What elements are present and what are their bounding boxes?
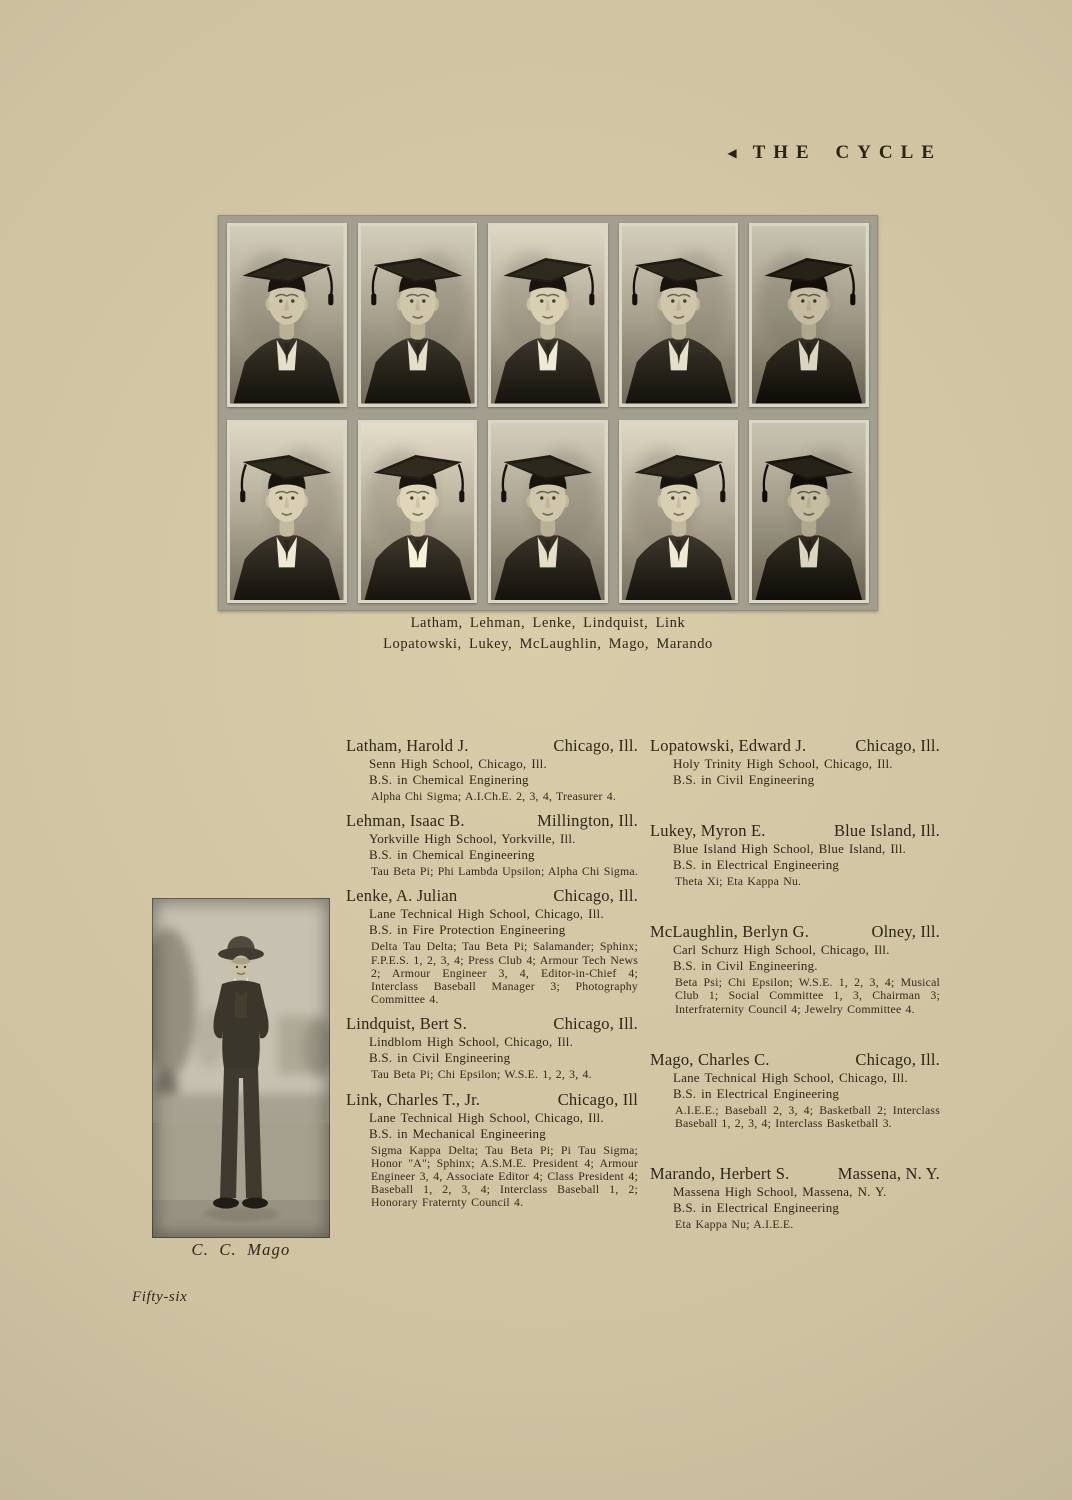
graduate-name: Marando, Herbert S. xyxy=(650,1164,790,1184)
graduate-city: Chicago, Ill. xyxy=(855,1049,940,1069)
entry-heading xyxy=(346,886,638,905)
standing-portrait-caption: C. C. Mago xyxy=(191,1240,291,1259)
page-title: THE CYCLE xyxy=(752,142,942,163)
graduate-name: Link, Charles T., Jr. xyxy=(346,1089,481,1109)
portrait-photo xyxy=(358,420,478,604)
graduate-degree: B.S. in Civil Engineering xyxy=(673,772,815,787)
bio-entry xyxy=(650,1050,940,1130)
graduate-school: Senn High School, Chicago, Ill. xyxy=(369,756,547,771)
graduate-city: Chicago, Ill. xyxy=(553,736,638,755)
graduate-school: Yorkville High School, Yorkville, Ill. xyxy=(369,831,576,847)
graduate-degree: B.S. in Mechanical Engineering xyxy=(369,1125,546,1141)
graduate-portrait-image xyxy=(752,226,866,404)
graduate-activities: Tau Beta Pi; Phi Lambda Upsilon; Alpha Chi Sigma. xyxy=(371,864,638,879)
graduate-name: Latham, Harold J. xyxy=(346,736,469,755)
portrait-photo xyxy=(488,420,608,604)
graduate-portrait-image xyxy=(361,226,475,404)
entry-heading xyxy=(650,922,940,941)
caption-line-2: Lopatowski, Lukey, McLaughlin, Mago, Marando xyxy=(383,636,713,652)
page-header xyxy=(727,142,942,164)
portrait-photo xyxy=(358,223,478,407)
page-number: Fifty-six xyxy=(132,1289,188,1305)
portrait-photo xyxy=(749,420,869,604)
bio-column-right xyxy=(650,736,940,1265)
portrait-photo xyxy=(488,223,608,407)
graduate-name: Lindquist, Bert S. xyxy=(346,1014,467,1034)
portrait-photo xyxy=(227,223,347,407)
graduate-portrait-image xyxy=(752,423,866,601)
entry-heading xyxy=(650,1164,940,1183)
bio-entry xyxy=(346,886,638,1006)
graduate-degree: B.S. in Fire Protection Engineering xyxy=(369,922,566,938)
entry-heading xyxy=(650,736,940,755)
graduate-activities: Alpha Chi Sigma; A.I.Ch.E. 2, 3, 4, Treasurer 4. xyxy=(371,789,617,803)
graduate-degree: B.S. in Chemical Enginering xyxy=(369,772,529,787)
graduate-degree: B.S. in Civil Engineering. xyxy=(673,958,818,974)
graduate-city: Chicago, Ill. xyxy=(553,1014,638,1034)
portrait-photo xyxy=(749,223,869,407)
graduate-name: Lenke, A. Julian xyxy=(346,886,458,906)
graduate-activities: A.I.E.E.; Baseball 2, 3, 4; Basketball 2; Interclass Baseball 1, 2, 3, 4; Interclass Basketball 3. xyxy=(675,1102,940,1131)
graduate-portrait-image xyxy=(230,423,344,601)
graduate-portrait-image xyxy=(491,226,605,404)
bio-entry xyxy=(346,736,638,803)
graduate-activities: Eta Kappa Nu; A.I.E.E. xyxy=(675,1217,794,1232)
portrait-photo xyxy=(619,420,739,604)
graduate-name: Lukey, Myron E. xyxy=(650,821,766,840)
graduate-school: Blue Island High School, Blue Island, Ill. xyxy=(673,841,906,856)
graduate-degree: B.S. in Chemical Engineering xyxy=(369,847,535,863)
bio-entry xyxy=(650,736,940,787)
graduate-name: McLaughlin, Berlyn G. xyxy=(650,922,810,942)
graduate-portrait-image xyxy=(230,226,344,404)
graduate-portrait-image xyxy=(491,423,605,601)
graduate-portrait-image xyxy=(622,226,736,404)
graduate-city: Blue Island, Ill. xyxy=(833,821,940,840)
graduate-degree: B.S. in Civil Engineering xyxy=(369,1050,511,1066)
graduate-city: Massena, N. Y. xyxy=(837,1164,940,1184)
photo-grid-caption xyxy=(218,613,878,655)
standing-portrait-photo xyxy=(152,898,330,1238)
entry-heading xyxy=(650,821,940,840)
graduate-city: Chicago, Ill. xyxy=(553,886,638,906)
entry-heading xyxy=(650,1050,940,1069)
bio-entry xyxy=(346,811,638,878)
entry-heading xyxy=(346,1014,638,1033)
bio-entry xyxy=(650,1164,940,1231)
graduate-school: Lindblom High School, Chicago, Ill. xyxy=(369,1034,574,1050)
graduate-school: Lane Technical High School, Chicago, Ill. xyxy=(369,1109,604,1125)
graduate-city: Chicago, Ill. xyxy=(855,736,940,755)
graduate-city: Olney, Ill. xyxy=(871,922,940,942)
bio-column-left xyxy=(346,736,638,1218)
graduate-name: Mago, Charles C. xyxy=(650,1049,770,1069)
graduate-school: Carl Schurz High School, Chicago, Ill. xyxy=(673,942,890,958)
graduate-activities: Delta Tau Delta; Tau Beta Pi; Salamander; Sphinx; F.P.E.S. 1, 2, 3, 4; Press Club 4; Armour Tech News 2; Armour Engineer 3, 4, Editor-in-Chief 4; Interclass Baseball Manager 3; Photography Committee 4. xyxy=(371,939,638,1007)
graduate-school: Massena High School, Massena, N. Y. xyxy=(673,1184,887,1200)
entry-heading xyxy=(346,736,638,755)
graduate-activities: Sigma Kappa Delta; Tau Beta Pi; Pi Tau Sigma; Honor "A"; Sphinx; A.S.M.E. President 4; Armour Engineer 3, 4, Associate Editor 4; Class President 4; Baseball 1, 2, 3, 4; Interclass Baseball 1, 2; Honorary Fraternty Council 4. xyxy=(371,1142,638,1210)
portrait-photo xyxy=(227,420,347,604)
caption-line-1: Latham, Lehman, Lenke, Lindquist, Link xyxy=(410,615,686,631)
bio-entry xyxy=(650,821,940,888)
left-arrow-icon: ◀ xyxy=(727,146,737,160)
graduate-portrait-image xyxy=(361,423,475,601)
graduate-portrait-image xyxy=(622,423,736,601)
graduate-photo-grid xyxy=(218,215,878,611)
bio-entry xyxy=(650,922,940,1016)
portrait-photo xyxy=(619,223,739,407)
graduate-city: Millington, Ill. xyxy=(537,811,638,831)
graduate-name: Lehman, Isaac B. xyxy=(346,811,465,831)
graduate-school: Lane Technical High School, Chicago, Ill. xyxy=(673,1069,908,1085)
graduate-city: Chicago, Ill xyxy=(557,1089,638,1109)
graduate-activities: Beta Psi; Chi Epsilon; W.S.E. 1, 2, 3, 4; Musical Club 1; Social Committee 1, 3, Chairman 3; Interfraternity Council 4; Jewelry Committee 4. xyxy=(675,975,940,1016)
graduate-activities: Theta Xi; Eta Kappa Nu. xyxy=(675,874,802,888)
graduate-school: Holy Trinity High School, Chicago, Ill. xyxy=(673,756,893,771)
graduate-school: Lane Technical High School, Chicago, Ill. xyxy=(369,906,604,922)
graduate-degree: B.S. in Electrical Engineering xyxy=(673,857,840,872)
entry-heading xyxy=(346,811,638,830)
graduate-degree: B.S. in Electrical Engineering xyxy=(673,1085,840,1101)
graduate-activities: Tau Beta Pi; Chi Epsilon; W.S.E. 1, 2, 3, 4. xyxy=(371,1067,592,1082)
bio-entry xyxy=(346,1090,638,1210)
entry-heading xyxy=(346,1090,638,1109)
graduate-degree: B.S. in Electrical Engineering xyxy=(673,1200,840,1216)
standing-man-image xyxy=(152,898,330,1238)
bio-entry xyxy=(346,1014,638,1081)
graduate-name: Lopatowski, Edward J. xyxy=(650,736,807,755)
